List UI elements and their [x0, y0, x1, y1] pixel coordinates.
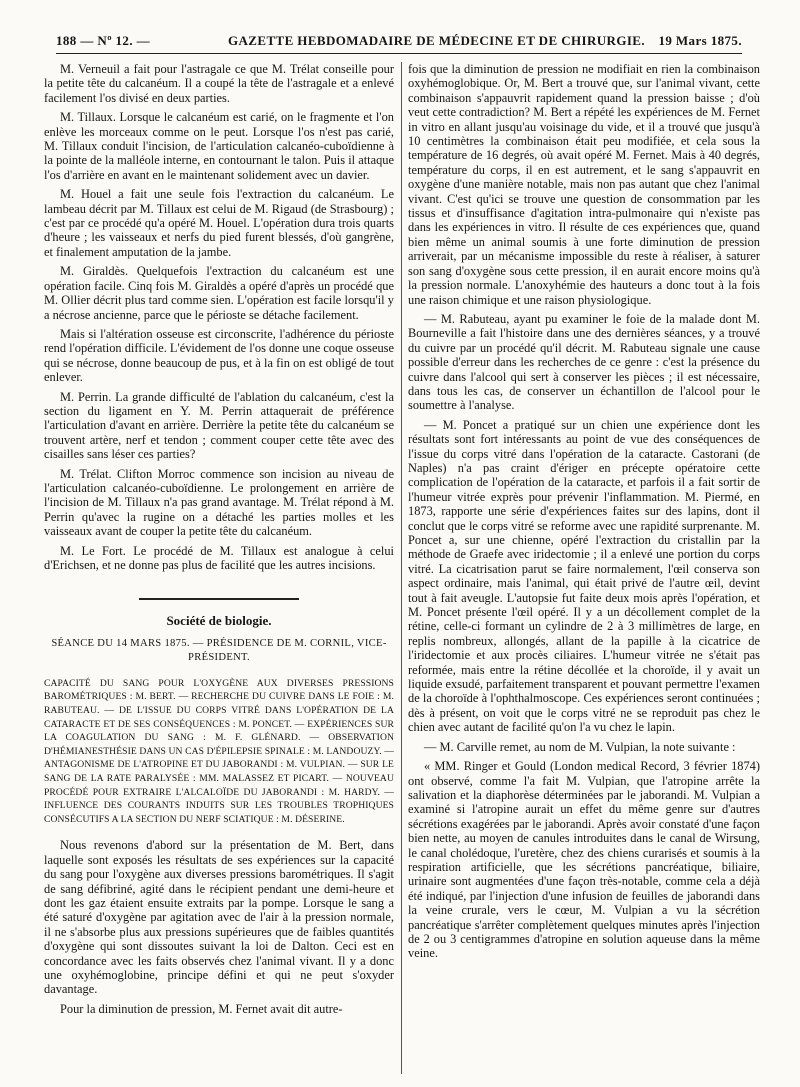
column-divider	[401, 62, 402, 1074]
paragraph-rabuteau: — M. Rabuteau, ayant pu examiner le foie de la malade dont M. Bourneville a fait l'histoire dans une des dernières séances, y a trouvé du cuivre par un procédé qu'il décrit. M. Rabuteau signale une cause possible d'erreur dans les recherches de ce genre : c'est la présence du cuivre dans l'alcool qui sert à conserver les pièces ; il est nécessaire, dans tous les cas, de conserver un échantillon de l'alcool pour le soumettre à l'analyse.	[408, 311, 760, 413]
session-summary: CAPACITÉ DU SANG POUR L'OXYGÈNE AUX DIVERSES PRESSIONS BAROMÉTRIQUES : M. BERT. — RECHERCHE DU CUIVRE DANS LE FOIE : M. RABUTEAU. — DE L'ISSUE DU CORPS VITRÉ DANS L'OPÉRATION DE LA CATARACTE ET DE SES CONSÉQUENCES : M. PONCET. — EXPÉRIENCES SUR LA COAGULATION DU SANG : M. F. GLÉNARD. — OBSERVATION D'HÉMIANESTHÉSIE DANS UN CAS D'ÉPILEPSIE SPINALE : M. LANDOUZY. — ANTAGONISME DE L'ATROPINE ET DU JABORANDI : M. VULPIAN. — SUR LE SANG DE LA RATE PARALYSÉE : MM. MALASSEZ ET PICART. — NOUVEAU PROCÉDÉ POUR EXTRAIRE L'ALCALOÏDE DU JABORANDI : M. HARDY. — INFLUENCE DES COURANTS INDUITS SUR LES TROUBLES TROPHIQUES CONSÉCUTIFS A LA SECTION DU NERF SCIATIQUE : M. DÉSERINE.	[44, 677, 394, 825]
paragraph-bert-continued: fois que la diminution de pression ne modifiait en rien la combinaison oxyhémoglobique. Or, M. Bert a trouvé que, sur l'animal vivant, cette combinaison s'appauvrit rapidement quand la pression baisse ; d'où veut cette contradiction? M. Bert a répété les expériences de M. Fernet in vitro en allant jusqu'au voisinage du vide, et il a trouvé que jusqu'à 10 centimètres la combinaison était peu modifiée, et cela sous la température de 16 degrés, où avait opéré M. Fernet. Mais à 40 degrés, température du corps, il en est autrement, et le sang s'appauvrit en oxygène d'une manière notable, mais non pas autant que chez l'animal vivant. C'est qu'ici se trouve une question de consommation par les tissus et d'insuffisance d'agitation intra-pulmonaire qui n'existe pas dans les expériences in vitro. Il résulte de ces expériences que, quand bien même un animal soumis à une forte diminution de pression arriverait, par un mécanisme impossible du reste à réaliser, à saturer son sang d'oxygène sous cette pression, il en aurait encore moins qu'à la pression normale. L'anoxyhémie des hauteurs a donc tout à la fois une raison chimique et une raison physiologique.	[408, 62, 760, 307]
left-column	[44, 62, 394, 1077]
journal-title: GAZETTE HEBDOMADAIRE DE MÉDECINE ET DE CHIRURGIE.	[228, 33, 646, 48]
paragraph-houel: M. Houel a fait une seule fois l'extraction du calcanéum. Le lambeau décrit par M. Tillaux est celui de M. Rigaud (de Strasbourg) ; c'est par ce procédé qu'a opéré M. Houel. L'opération dura trois quarts d'heure ; les vaisseaux et nerfs du pied furent blessés, d'où gangrène, et finalement amputation de la jambe.	[44, 187, 394, 259]
issue-date: 19 Mars 1875.	[658, 33, 742, 48]
page-number: 188 — Nº 12. —	[56, 33, 151, 48]
paragraph-poncet: — M. Poncet a pratiqué sur un chien une expérience dont les résultats sont fort intéressants au point de vue des conséquences de l'issue du corps vitré dans l'opération de la cataracte. Castorani (de Naples) n'a pas craint d'ériger en précepte opératoire cette complication de l'opération de la cataracte, et parfois il a fait sortir de l'humeur vitrée exprès pour prévenir l'inflammation. M. Piermé, en 1873, rapporte une série d'expériences faites sur des lapins, dont il conclut que le corps vitré se reforme avec une rapidité surprenante. M. Poncet a, sur une chienne, opéré l'extraction du cristallin par la méthode de Graefe avec iridectomie ; il a enlevé une portion du corps vitré. La cicatrisation parut se faire normalement, l'œil conserva son aspect ordinaire, mais l'animal, qui était privé de l'autre œil, devint tout à fait aveugle. L'autopsie fut faite deux mois après l'opération, et M. Poncet présente l'œil opéré. Il y a un décollement complet de la rétine, celle-ci formant un cylindre de 2 à 3 millimètres de large, en replis nombreux, allongés, allant de la papille à la cicatrice de l'iridectomie et aux procès ciliaires. L'humeur vitrée ne s'était pas reformée, mais entre la rétine décollée et la choroïde, il y avait un liquide exsudé, parfaitement transparent et pouvant permettre l'examen de la choroïde à l'ophthalmoscope. Ces expériences seront continuées ; dès à présent, on voit que le corps vitré ne se reproduit pas chez le chien avec autant de facilité qu'on l'a vu chez le lapin.	[408, 417, 760, 735]
paragraph-trelat: M. Trélat. Clifton Morroc commence son incision au niveau de l'articulation calcanéo-cuboïdienne. Le prolongement en arrière de l'incision de M. Tillaux n'a pas grand avantage. M. Trélat répond à M. Perrin qu'avec la rugine on a détaché les parties molles et les vaisseaux avant de couper la petite tête du calcanéum.	[44, 466, 394, 539]
section-separator	[139, 598, 299, 600]
paragraph-alteration: Mais si l'altération osseuse est circonscrite, l'adhérence du périoste rend l'opération difficile. L'évidement de l'os donne une coque osseuse qui se nécrose, donne beaucoup de pus, et à la fin on est obligé de tout enlever.	[44, 326, 394, 385]
paragraph-giraldes: M. Giraldès. Quelquefois l'extraction du calcanéum est une opération facile. Cinq fois M. Giraldès a opéré d'après un procédé que M. Ollier décrit plus tard comme sien. L'opération est facile lorsqu'il y a nécrose ancienne, parce que le périoste se détache facilement.	[44, 264, 394, 322]
page-header	[56, 31, 742, 54]
right-column	[408, 62, 760, 1077]
paragraph-fernet: Pour la diminution de pression, M. Fernet avait dit autre-	[60, 1001, 343, 1016]
session-line: SÉANCE DU 14 MARS 1875. — PRÉSIDENCE DE M. CORNIL, VICE-PRÉSIDENT.	[51, 637, 387, 663]
paragraph-bert: Nous revenons d'abord sur la présentation de M. Bert, dans laquelle sont exposés les résultats de ses expériences sur la capacité du sang pour l'oxygène aux diverses pressions barométriques. Il s'agit de sang défibriné, agité dans le récipient pendant une demi-heure et dont les gaz étaient ensuite extraits par la pompe. Lorsque le sang a été saturé d'oxygène par agitation avec de l'air à la pression normale, il ne s'absorbe plus aux pressions supérieures que de faibles quantités d'oxygène qui sont dissoutes suivant la loi de Dalton. Ceci est en concordance avec les faits observés chez l'animal vivant. Il y a donc une oxyhémoglobine, principe défini et qui ne peut s'oxyder davantage.	[44, 838, 394, 997]
paragraph-verneuil: M. Verneuil a fait pour l'astragale ce que M. Trélat conseille pour la petite tête du calcanéum. Il a coupé la tête de l'astragale et a enlevé facilement l'os divisé en deux parties.	[44, 62, 394, 105]
paragraph-vulpian-note: « MM. Ringer et Gould (London medical Record, 3 février 1874) ont observé, comme l'a fait M. Vulpian, que l'atropine arrête la salivation et la diaphorèse déterminées par le jaborandi. M. Vulpian a examiné si l'atropine aurait un effet du même genre sur d'autres sécrétions exagérées par le jaborandi. Après avoir constaté d'une façon bien nette, au moyen de canules introduites dans le canal de Wirsung, le canal cholédoque, l'uretère, chez des chiens curarisés et soumis à la respiration artificielle, que les sécrétions pancréatique, biliaire, urinaire sont augmentées d'une façon très-notable, comme cela a déjà été indiqué, par l'injection d'une infusion de feuilles de jaborandi dans la veine crurale, vers le cœur, M. Vulpian a vu la sécrétion pancréatique s'arrêter complètement quelques minutes après l'injection de 2 ou 3 centigrammes d'atropine en solution aqueuse dans la même veine.	[408, 759, 760, 961]
paragraph-le-fort: M. Le Fort. Le procédé de M. Tillaux est analogue à celui d'Erichsen, et ne donne pas plus de facilité que les autres incisions.	[44, 543, 394, 572]
paragraph-carville: — M. Carville remet, au nom de M. Vulpian, la note suivante :	[424, 739, 736, 754]
paragraph-perrin: M. Perrin. La grande difficulté de l'ablation du calcanéum, c'est la section du ligament en Y. M. Perrin attaquerait de préférence l'articulation d'avant en arrière. Derrière la petite tête du calcanéum se trouvent artère, nerf et tendon ; comment couper cette tête avec des cisailles sans léser ces parties?	[44, 389, 394, 462]
paragraph-tillaux: M. Tillaux. Lorsque le calcanéum est carié, on le fragmente et l'on enlève les morceaux comme on le peut. Lorsque l'os n'est pas carié, M. Tillaux conduit l'incision, de l'articulation calcanéo-cuboïdienne à la pointe de la malléole interne, en contournant le talon. Puis il attaque l'os d'arrière en avant en le maintenant solidement avec un davier.	[44, 110, 394, 182]
section-title: Société de biologie.	[166, 613, 272, 629]
